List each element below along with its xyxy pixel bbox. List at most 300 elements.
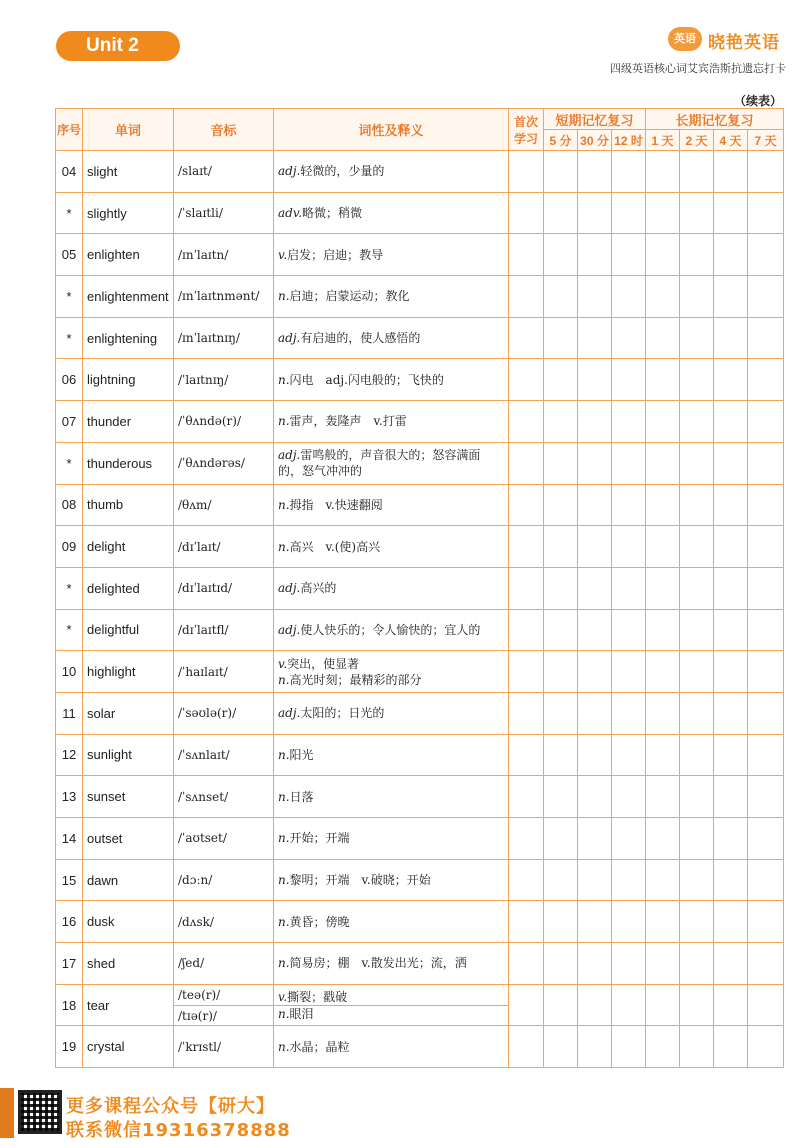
review-checkbox[interactable] — [680, 526, 714, 568]
review-checkbox[interactable] — [612, 526, 646, 568]
review-checkbox[interactable] — [578, 692, 612, 734]
part-of-speech: n. — [278, 831, 290, 846]
review-checkbox[interactable] — [578, 526, 612, 568]
brand — [668, 27, 790, 51]
phonetic-cell — [174, 984, 274, 1026]
review-checkbox[interactable] — [612, 776, 646, 818]
row-number: 13 — [56, 776, 83, 818]
continued-label: （续表） — [733, 94, 782, 108]
review-checkbox[interactable] — [578, 943, 612, 985]
definition: 阳光 — [289, 747, 314, 762]
word-cell: enlightenment — [83, 276, 174, 318]
review-checkbox[interactable] — [714, 234, 748, 276]
row-number: 06 — [56, 359, 83, 401]
review-checkbox[interactable] — [544, 276, 578, 318]
review-checkbox[interactable] — [646, 692, 680, 734]
review-checkbox[interactable] — [714, 943, 748, 985]
review-checkbox[interactable] — [578, 276, 612, 318]
part-of-speech: n. — [278, 1006, 290, 1021]
meaning-cell — [274, 943, 509, 985]
review-checkbox[interactable] — [612, 317, 646, 359]
word-cell: solar — [83, 692, 174, 734]
review-checkbox[interactable] — [544, 984, 578, 1026]
review-checkbox[interactable] — [509, 484, 544, 526]
meaning-line — [278, 747, 504, 763]
review-checkbox[interactable] — [680, 234, 714, 276]
review-checkbox[interactable] — [509, 776, 544, 818]
review-checkbox[interactable] — [680, 151, 714, 193]
review-checkbox[interactable] — [748, 776, 784, 818]
review-checkbox[interactable] — [680, 1026, 714, 1068]
review-checkbox[interactable] — [646, 984, 680, 1026]
meaning-cell — [274, 276, 509, 318]
review-checkbox[interactable] — [544, 484, 578, 526]
review-checkbox[interactable] — [714, 651, 748, 693]
meaning-line — [278, 914, 504, 930]
review-checkbox[interactable] — [612, 1026, 646, 1068]
review-checkbox[interactable] — [680, 692, 714, 734]
review-checkbox[interactable] — [509, 609, 544, 651]
phonetic-cell: /ʃed/ — [174, 943, 274, 985]
review-checkbox[interactable] — [544, 901, 578, 943]
review-checkbox[interactable] — [646, 859, 680, 901]
review-checkbox[interactable] — [680, 776, 714, 818]
meaning-cell — [274, 359, 509, 401]
brand-subtitle: 四级英语核心词艾宾浩斯抗遗忘打卡 — [610, 62, 786, 75]
review-checkbox[interactable] — [680, 317, 714, 359]
definition: 日落 — [289, 789, 314, 804]
review-checkbox[interactable] — [509, 401, 544, 443]
row-number: 07 — [56, 401, 83, 443]
review-checkbox[interactable] — [680, 442, 714, 484]
review-checkbox[interactable] — [714, 276, 748, 318]
word-cell: dawn — [83, 859, 174, 901]
phonetic-cell: /ˈsʌnlaɪt/ — [174, 734, 274, 776]
part-of-speech: n. — [278, 914, 290, 929]
row-number: 19 — [56, 1026, 83, 1068]
brand-logo-icon: 英语 — [668, 27, 702, 51]
review-checkbox[interactable] — [578, 859, 612, 901]
definition: 启发；启迪；教导 — [287, 247, 384, 262]
phonetic-cell: /ɪnˈlaɪtnmənt/ — [174, 276, 274, 318]
meaning-cell — [274, 526, 509, 568]
row-number: * — [56, 442, 83, 484]
review-checkbox[interactable] — [680, 859, 714, 901]
phonetic-cell: /ɪnˈlaɪtnɪŋ/ — [174, 317, 274, 359]
meaning-cell — [274, 776, 509, 818]
part-of-speech: v. — [278, 656, 288, 671]
review-checkbox[interactable] — [680, 192, 714, 234]
review-checkbox[interactable] — [612, 484, 646, 526]
definition: 眼泪 — [289, 1006, 314, 1021]
review-checkbox[interactable] — [646, 359, 680, 401]
review-checkbox[interactable] — [612, 943, 646, 985]
review-checkbox[interactable] — [646, 734, 680, 776]
review-checkbox[interactable] — [544, 359, 578, 401]
review-checkbox[interactable] — [612, 192, 646, 234]
review-checkbox[interactable] — [748, 151, 784, 193]
word-cell: outset — [83, 818, 174, 860]
review-checkbox[interactable] — [748, 234, 784, 276]
review-checkbox[interactable] — [578, 317, 612, 359]
unit-label: Unit 2 — [56, 31, 180, 61]
review-checkbox[interactable] — [612, 818, 646, 860]
review-checkbox[interactable] — [646, 609, 680, 651]
review-checkbox[interactable] — [748, 901, 784, 943]
review-checkbox[interactable] — [646, 651, 680, 693]
review-checkbox[interactable] — [612, 734, 646, 776]
row-number: 15 — [56, 859, 83, 901]
review-checkbox[interactable] — [544, 567, 578, 609]
review-checkbox[interactable] — [509, 192, 544, 234]
table-row — [56, 901, 784, 943]
review-checkbox[interactable] — [680, 484, 714, 526]
word-cell: slight — [83, 151, 174, 193]
table-row — [56, 818, 784, 860]
review-checkbox[interactable] — [578, 484, 612, 526]
review-checkbox[interactable] — [680, 818, 714, 860]
definition: 开始；开端 — [289, 831, 350, 846]
part-of-speech: n. — [278, 1039, 290, 1054]
review-checkbox[interactable] — [714, 692, 748, 734]
review-checkbox[interactable] — [680, 943, 714, 985]
review-checkbox[interactable] — [509, 526, 544, 568]
review-checkbox[interactable] — [578, 234, 612, 276]
review-checkbox[interactable] — [680, 401, 714, 443]
review-checkbox[interactable] — [509, 943, 544, 985]
part-of-speech: adj. — [278, 581, 301, 596]
review-checkbox[interactable] — [680, 359, 714, 401]
review-checkbox[interactable] — [646, 526, 680, 568]
review-checkbox[interactable] — [748, 734, 784, 776]
review-checkbox[interactable] — [748, 567, 784, 609]
definition: 拇指 v.快速翻阅 — [289, 497, 383, 512]
review-checkbox[interactable] — [646, 943, 680, 985]
meaning-cell — [274, 609, 509, 651]
review-checkbox[interactable] — [612, 442, 646, 484]
review-checkbox[interactable] — [748, 692, 784, 734]
review-checkbox[interactable] — [714, 317, 748, 359]
meaning-cell — [274, 442, 509, 484]
review-checkbox[interactable] — [612, 692, 646, 734]
review-checkbox[interactable] — [748, 526, 784, 568]
review-checkbox[interactable] — [544, 151, 578, 193]
meaning-cell — [274, 1026, 509, 1068]
definition: 使人快乐的；令人愉快的；宜人的 — [300, 622, 481, 637]
header-meaning: 词性及释义 — [274, 109, 509, 151]
row-number: 04 — [56, 151, 83, 193]
review-checkbox[interactable] — [714, 401, 748, 443]
phonetic-1: /teə(r)/ — [178, 988, 221, 1003]
review-checkbox[interactable] — [714, 442, 748, 484]
review-checkbox[interactable] — [748, 401, 784, 443]
review-checkbox[interactable] — [680, 276, 714, 318]
review-checkbox[interactable] — [748, 859, 784, 901]
review-checkbox[interactable] — [509, 901, 544, 943]
review-checkbox[interactable] — [680, 567, 714, 609]
promo-line-2: 联系微信19316378888 — [66, 1120, 291, 1141]
review-checkbox[interactable] — [646, 317, 680, 359]
review-checkbox[interactable] — [646, 401, 680, 443]
review-checkbox[interactable] — [509, 859, 544, 901]
part-of-speech: adv. — [278, 206, 303, 221]
table-row — [56, 1026, 784, 1068]
review-checkbox[interactable] — [680, 651, 714, 693]
review-checkbox[interactable] — [578, 818, 612, 860]
review-checkbox[interactable] — [509, 359, 544, 401]
table-row — [56, 276, 784, 318]
header-long-4d: 4 天 — [714, 130, 748, 151]
review-checkbox[interactable] — [578, 359, 612, 401]
review-checkbox[interactable] — [748, 484, 784, 526]
review-checkbox[interactable] — [612, 901, 646, 943]
definition: 轻微的，少量的 — [300, 164, 385, 179]
review-checkbox[interactable] — [578, 192, 612, 234]
review-checkbox[interactable] — [509, 734, 544, 776]
phonetic-cell: /dɪˈlaɪtfl/ — [174, 609, 274, 651]
row-number: 11 — [56, 692, 83, 734]
review-checkbox[interactable] — [612, 234, 646, 276]
part-of-speech: n. — [278, 497, 290, 512]
review-checkbox[interactable] — [509, 151, 544, 193]
header-long-7d: 7 天 — [748, 130, 784, 151]
table-row — [56, 692, 784, 734]
table-row — [56, 984, 784, 1026]
review-checkbox[interactable] — [748, 609, 784, 651]
review-checkbox[interactable] — [544, 609, 578, 651]
review-checkbox[interactable] — [714, 901, 748, 943]
row-number: 17 — [56, 943, 83, 985]
phonetic-cell: /dɔːn/ — [174, 859, 274, 901]
review-checkbox[interactable] — [714, 734, 748, 776]
review-checkbox[interactable] — [578, 984, 612, 1026]
review-checkbox[interactable] — [544, 776, 578, 818]
part-of-speech: n. — [278, 414, 290, 429]
review-checkbox[interactable] — [544, 692, 578, 734]
review-checkbox[interactable] — [544, 1026, 578, 1068]
word-cell: tear — [83, 984, 174, 1026]
review-checkbox[interactable] — [544, 818, 578, 860]
review-checkbox[interactable] — [748, 442, 784, 484]
part-of-speech: adj. — [278, 448, 301, 463]
review-checkbox[interactable] — [714, 567, 748, 609]
review-checkbox[interactable] — [714, 526, 748, 568]
meaning-line — [278, 330, 504, 346]
word-cell: slightly — [83, 192, 174, 234]
review-checkbox[interactable] — [646, 1026, 680, 1068]
review-checkbox[interactable] — [509, 818, 544, 860]
header-first-study: 首次学习 — [509, 109, 544, 151]
definition: 突出，使显著 — [287, 656, 360, 671]
part-of-speech: adj. — [278, 164, 301, 179]
review-checkbox[interactable] — [578, 567, 612, 609]
table-row — [56, 526, 784, 568]
phonetic-cell: /slaɪt/ — [174, 151, 274, 193]
review-checkbox[interactable] — [646, 442, 680, 484]
review-checkbox[interactable] — [646, 776, 680, 818]
review-checkbox[interactable] — [578, 651, 612, 693]
part-of-speech: n. — [278, 956, 290, 971]
review-checkbox[interactable] — [578, 151, 612, 193]
review-checkbox[interactable] — [578, 609, 612, 651]
review-checkbox[interactable] — [509, 692, 544, 734]
word-cell: delighted — [83, 567, 174, 609]
review-checkbox[interactable] — [509, 567, 544, 609]
review-checkbox[interactable] — [646, 276, 680, 318]
definition: 黎明；开端 v.破晓；开始 — [289, 873, 431, 888]
header-phonetic: 音标 — [174, 109, 274, 151]
review-checkbox[interactable] — [714, 359, 748, 401]
phonetic-cell: /ˈsəʊlə(r)/ — [174, 692, 274, 734]
definition: 闪电 adj.闪电般的；飞快的 — [289, 372, 444, 387]
review-checkbox[interactable] — [646, 192, 680, 234]
review-checkbox[interactable] — [612, 151, 646, 193]
review-checkbox[interactable] — [612, 567, 646, 609]
promo-line-1: 更多课程公众号【研大】 — [66, 1096, 275, 1117]
meaning-line — [278, 622, 504, 638]
review-checkbox[interactable] — [544, 234, 578, 276]
review-checkbox[interactable] — [578, 901, 612, 943]
table-row — [56, 151, 784, 193]
review-checkbox[interactable] — [509, 442, 544, 484]
review-checkbox[interactable] — [509, 651, 544, 693]
review-checkbox[interactable] — [509, 276, 544, 318]
word-cell: enlightening — [83, 317, 174, 359]
meaning-line — [278, 705, 504, 721]
table-row — [56, 943, 784, 985]
review-checkbox[interactable] — [714, 859, 748, 901]
review-checkbox[interactable] — [714, 151, 748, 193]
part-of-speech: n. — [278, 289, 290, 304]
review-checkbox[interactable] — [748, 984, 784, 1026]
phonetic-cell: /dɪˈlaɪtɪd/ — [174, 567, 274, 609]
definition: 黄昏；傍晚 — [289, 914, 350, 929]
review-checkbox[interactable] — [646, 901, 680, 943]
review-checkbox[interactable] — [544, 943, 578, 985]
review-checkbox[interactable] — [646, 151, 680, 193]
review-checkbox[interactable] — [544, 859, 578, 901]
word-cell: enlighten — [83, 234, 174, 276]
review-checkbox[interactable] — [544, 401, 578, 443]
review-checkbox[interactable] — [680, 901, 714, 943]
review-checkbox[interactable] — [544, 734, 578, 776]
word-cell: thunderous — [83, 442, 174, 484]
part-of-speech: n. — [278, 747, 290, 762]
review-checkbox[interactable] — [646, 818, 680, 860]
review-checkbox[interactable] — [714, 192, 748, 234]
review-checkbox[interactable] — [748, 317, 784, 359]
review-checkbox[interactable] — [748, 651, 784, 693]
review-checkbox[interactable] — [714, 609, 748, 651]
review-checkbox[interactable] — [748, 359, 784, 401]
review-checkbox[interactable] — [578, 442, 612, 484]
phonetic-cell: /ˈθʌndərəs/ — [174, 442, 274, 484]
review-checkbox[interactable] — [509, 1026, 544, 1068]
review-checkbox[interactable] — [509, 317, 544, 359]
review-checkbox[interactable] — [578, 1026, 612, 1068]
review-checkbox[interactable] — [612, 609, 646, 651]
review-checkbox[interactable] — [578, 776, 612, 818]
review-checkbox[interactable] — [714, 1026, 748, 1068]
meaning-cell — [274, 651, 509, 693]
review-checkbox[interactable] — [544, 317, 578, 359]
review-checkbox[interactable] — [612, 984, 646, 1026]
meaning-cell — [274, 901, 509, 943]
review-checkbox[interactable] — [646, 234, 680, 276]
review-checkbox[interactable] — [544, 526, 578, 568]
review-checkbox[interactable] — [612, 276, 646, 318]
review-checkbox[interactable] — [612, 359, 646, 401]
review-checkbox[interactable] — [714, 776, 748, 818]
review-checkbox[interactable] — [714, 484, 748, 526]
table-row — [56, 234, 784, 276]
review-checkbox[interactable] — [714, 984, 748, 1026]
review-checkbox[interactable] — [646, 484, 680, 526]
word-cell: delightful — [83, 609, 174, 651]
review-checkbox[interactable] — [578, 401, 612, 443]
review-checkbox[interactable] — [748, 1026, 784, 1068]
word-cell: crystal — [83, 1026, 174, 1068]
header-short-review: 短期记忆复习 — [544, 109, 646, 130]
meaning-line — [278, 413, 504, 429]
part-of-speech: n. — [278, 873, 290, 888]
part-of-speech: adj. — [278, 331, 301, 346]
row-number: * — [56, 317, 83, 359]
meaning-cell — [274, 692, 509, 734]
review-checkbox[interactable] — [680, 984, 714, 1026]
meaning-line — [278, 1039, 504, 1055]
meaning-line — [278, 247, 504, 263]
definition: 简易房；棚 v.散发出光；流，洒 — [289, 956, 467, 971]
review-checkbox[interactable] — [544, 442, 578, 484]
review-checkbox[interactable] — [544, 192, 578, 234]
row-number: 18 — [56, 984, 83, 1026]
review-checkbox[interactable] — [544, 651, 578, 693]
review-checkbox[interactable] — [748, 276, 784, 318]
review-checkbox[interactable] — [578, 734, 612, 776]
review-checkbox[interactable] — [509, 984, 544, 1026]
phonetic-cell: /ˈslaɪtli/ — [174, 192, 274, 234]
review-checkbox[interactable] — [680, 734, 714, 776]
phonetic-cell: /ˈaʊtset/ — [174, 818, 274, 860]
review-checkbox[interactable] — [748, 192, 784, 234]
review-checkbox[interactable] — [680, 609, 714, 651]
review-checkbox[interactable] — [646, 567, 680, 609]
table-row — [56, 192, 784, 234]
definition: 雷鸣般的，声音很大的；怒容满面的，怒气冲冲的 — [278, 448, 481, 479]
review-checkbox[interactable] — [612, 401, 646, 443]
phonetic-cell: /dɪˈlaɪt/ — [174, 526, 274, 568]
row-number: 08 — [56, 484, 83, 526]
meaning-line — [278, 288, 504, 304]
row-number: 14 — [56, 818, 83, 860]
meaning-cell — [274, 234, 509, 276]
meaning-line — [278, 497, 504, 513]
review-checkbox[interactable] — [612, 859, 646, 901]
review-checkbox[interactable] — [612, 651, 646, 693]
header-long-2d: 2 天 — [680, 130, 714, 151]
review-checkbox[interactable] — [748, 818, 784, 860]
review-checkbox[interactable] — [714, 818, 748, 860]
definition: 略微；稍微 — [302, 206, 363, 221]
meaning-line — [278, 447, 504, 479]
meaning-cell — [274, 984, 509, 1026]
header-short-30min: 30 分 — [578, 130, 612, 151]
review-checkbox[interactable] — [509, 234, 544, 276]
review-checkbox[interactable] — [748, 943, 784, 985]
table-row — [56, 859, 784, 901]
qr-code-icon — [18, 1090, 62, 1134]
